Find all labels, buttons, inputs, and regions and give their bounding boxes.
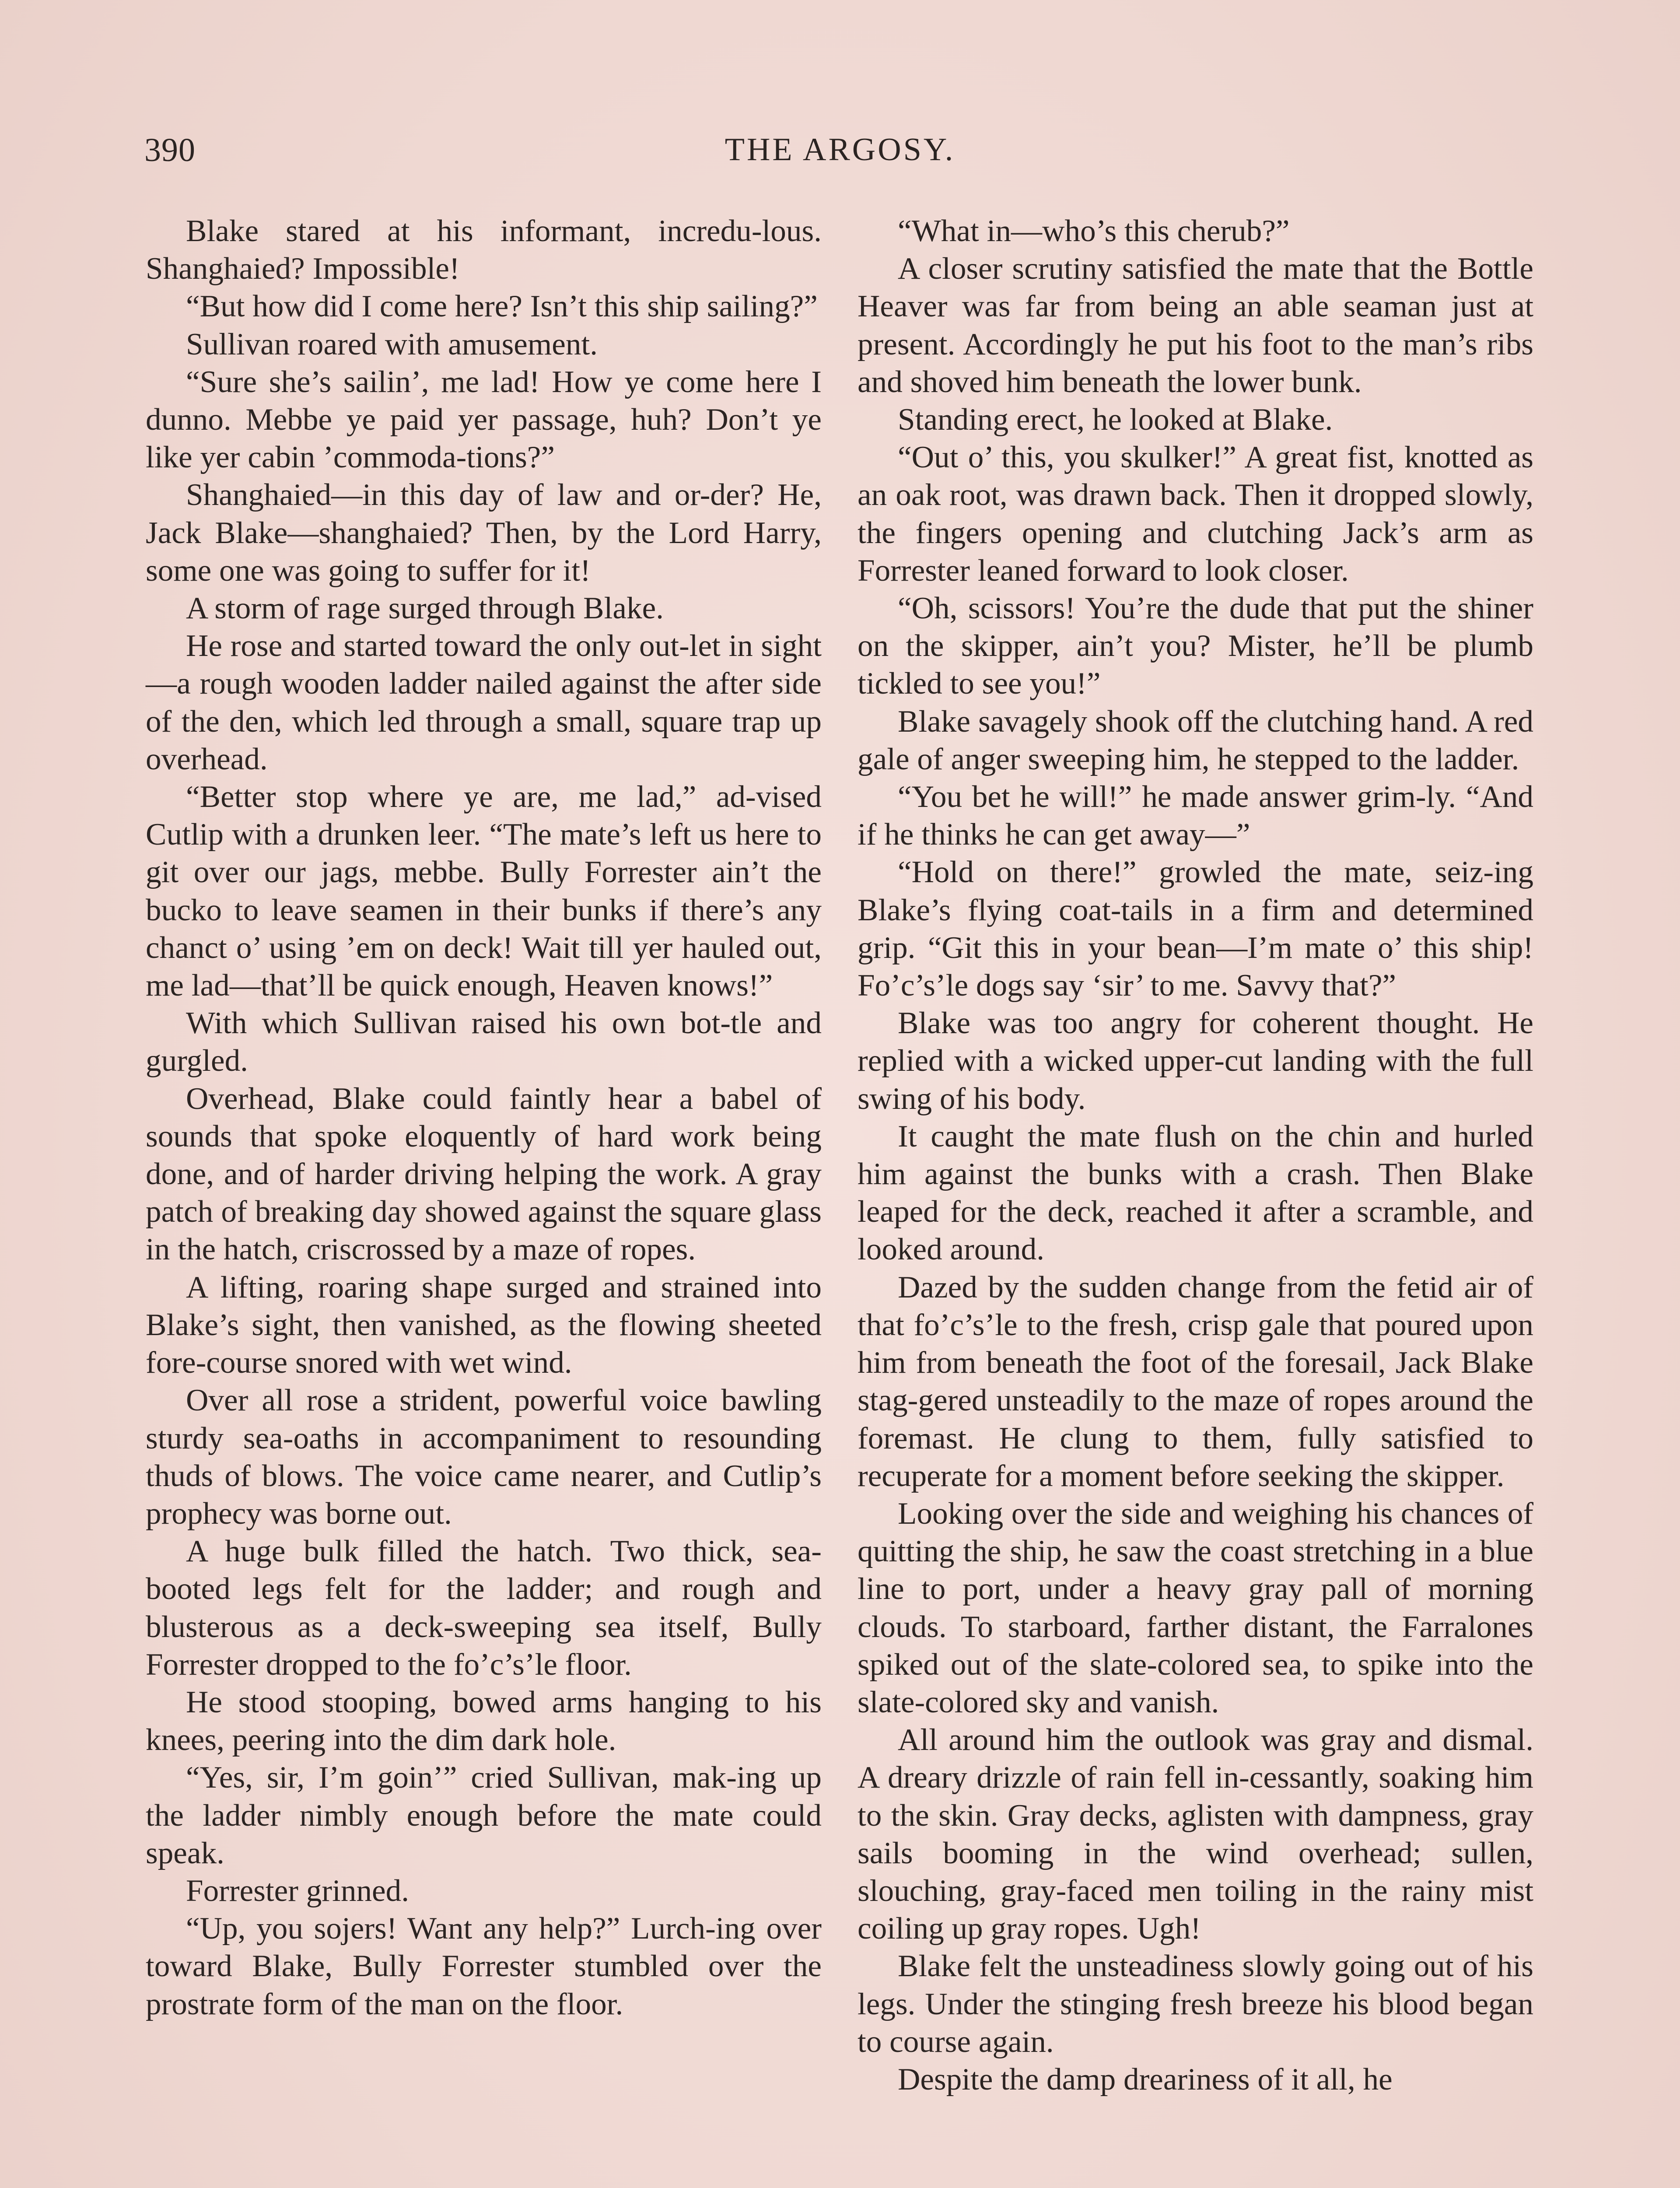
paragraph: With which Sullivan raised his own bot-tle and gurgled. [146, 1006, 822, 1078]
left-text-column [146, 212, 822, 2023]
running-title: THE ARGOSY. [724, 132, 956, 168]
paragraph: Over all rose a strident, powerful voice bawling sturdy sea-oaths in accompaniment to resounding thuds of blows. The voice came nearer, and Cutlip’s prophecy was borne out. [146, 1383, 822, 1531]
paragraph: “But how did I come here? Isn’t this ship sailing?” [186, 289, 818, 324]
right-text-column [858, 212, 1533, 2098]
paragraph: “Yes, sir, I’m goin’” cried Sullivan, mak-ing up the ladder nimbly enough before the mate could speak. [146, 1760, 822, 1870]
paragraph: Forrester grinned. [186, 1873, 410, 1908]
page-number: 390 [144, 132, 196, 168]
paragraph: He stood stooping, bowed arms hanging to his knees, peering into the dim dark hole. [146, 1685, 822, 1757]
paragraph: “You bet he will!” he made answer grim-ly. “And if he thinks he can get away—” [858, 780, 1533, 852]
paragraph: “Better stop where ye are, me lad,” ad-vised Cutlip with a drunken leer. “The mate’s left us here to git over our jags, mebbe. Bully Forrester ain’t the bucko to leave seamen in their bunks if there’s any chanct o’ using ’em on deck! Wait till yer hauled out, me lad—that’ll be quick enough, Heaven knows!” [146, 780, 822, 1003]
paragraph: Despite the damp dreariness of it all, he [898, 2062, 1393, 2097]
paragraph: “Hold on there!” growled the mate, seiz-ing Blake’s flying coat-tails in a firm and determined grip. “Git this in your bean—I’m mate o’ this ship! Fo’c’s’le dogs say ‘sir’ to me. Savvy that?” [858, 855, 1533, 1003]
paragraph: He rose and started toward the only out-let in sight—a rough wooden ladder nailed against the after side of the den, which led through a small, square trap up overhead. [146, 629, 822, 776]
paragraph: A lifting, roaring shape surged and strained into Blake’s sight, then vanished, as the flowing sheeted fore-course snored with wet wind. [146, 1270, 822, 1380]
paragraph: Blake felt the unsteadiness slowly going out of his legs. Under the stinging fresh breeze his blood began to course again. [858, 1949, 1533, 2059]
paragraph: “Oh, scissors! You’re the dude that put the shiner on the skipper, ain’t you? Mister, he’ll be plumb tickled to see you!” [858, 591, 1533, 701]
paragraph: “Out o’ this, you skulker!” A great fist, knotted as an oak root, was drawn back. Then it dropped slowly, the fingers opening and clutching Jack’s arm as Forrester leaned forward to look closer. [858, 440, 1533, 588]
paragraph: A storm of rage surged through Blake. [186, 591, 664, 626]
paragraph: Shanghaied—in this day of law and or-der? He, Jack Blake—shanghaied? Then, by the Lord Harry, some one was going to suffer for it! [146, 478, 822, 588]
paragraph: “Up, you sojers! Want any help?” Lurch-ing over toward Blake, Bully Forrester stumbled over the prostrate form of the man on the floor. [146, 1911, 822, 2021]
paragraph: Blake stared at his informant, incredu-lous. Shanghaied? Impossible! [146, 214, 822, 286]
paragraph: Dazed by the sudden change from the fetid air of that fo’c’s’le to the fresh, crisp gale that poured upon him from beneath the foot of the foresail, Jack Blake stag-gered unsteadily to the maze of ropes around the foremast. He clung to them, fully satisfied to recuperate for a moment before seeking the skipper. [858, 1270, 1533, 1493]
paragraph: It caught the mate flush on the chin and hurled him against the bunks with a crash. Then Blake leaped for the deck, reached it after a scramble, and looked around. [858, 1119, 1533, 1267]
paragraph: “Sure she’s sailin’, me lad! How ye come here I dunno. Mebbe ye paid yer passage, huh? Don’t ye like yer cabin ’commoda-tions?” [146, 365, 822, 475]
paragraph: Looking over the side and weighing his chances of quitting the ship, he saw the coast stretching in a blue line to port, under a heavy gray pall of morning clouds. To starboard, farther distant, the Farralones spiked out of the slate-colored sea, to spike into the slate-colored sky and vanish. [858, 1496, 1533, 1719]
paragraph: “What in—who’s this cherub?” [898, 214, 1290, 248]
page-header [144, 131, 1536, 179]
paragraph: Blake was too angry for coherent thought. He replied with a wicked upper-cut landing with the full swing of his body. [858, 1006, 1533, 1116]
paragraph: A huge bulk filled the hatch. Two thick, sea-booted legs felt for the ladder; and rough and blusterous as a deck-sweeping sea itself, Bully Forrester dropped to the fo’c’s’le floor. [146, 1534, 822, 1682]
paragraph: Standing erect, he looked at Blake. [898, 403, 1333, 437]
paragraph: A closer scrutiny satisfied the mate that the Bottle Heaver was far from being an able seaman just at present. Accordingly he put his foot to the man’s ribs and shoved him beneath the lower bunk. [858, 252, 1533, 399]
paragraph: All around him the outlook was gray and dismal. A dreary drizzle of rain fell in-cessantly, soaking him to the skin. Gray decks, aglisten with dampness, gray sails booming in the wind overhead; sullen, slouching, gray-faced men toiling in the rainy mist coiling up gray ropes. Ugh! [858, 1723, 1533, 1946]
paragraph: Sullivan roared with amusement. [186, 327, 598, 361]
paragraph: Overhead, Blake could faintly hear a babel of sounds that spoke eloquently of hard work being done, and of harder driving helping the work. A gray patch of breaking day showed against the square glass in the hatch, criscrossed by a maze of ropes. [146, 1081, 822, 1267]
paragraph: Blake savagely shook off the clutching hand. A red gale of anger sweeping him, he stepped to the ladder. [858, 704, 1533, 776]
